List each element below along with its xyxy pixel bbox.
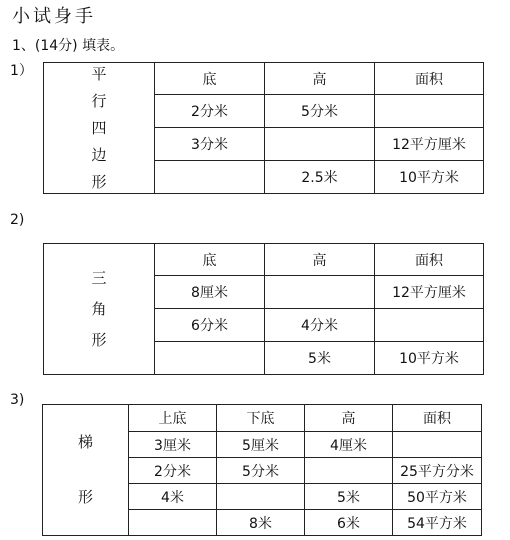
shape-name-char: 平	[91, 64, 107, 83]
page-title: 小试身手	[12, 6, 96, 27]
table-cell[interactable]: 2.5米	[265, 161, 375, 194]
column-header: 高	[305, 405, 393, 432]
table-cell[interactable]: 4米	[129, 484, 217, 510]
section-label-1: 1）	[10, 63, 33, 79]
table-cell[interactable]	[129, 510, 217, 536]
table-cell[interactable]: 5米	[305, 484, 393, 510]
table-cell[interactable]	[375, 309, 484, 342]
table-cell[interactable]: 2分米	[155, 95, 265, 128]
table-cell[interactable]: 5米	[265, 342, 375, 375]
column-header: 底	[155, 244, 265, 276]
trapezoid-table	[42, 404, 482, 536]
shape-name-char: 梯	[77, 433, 93, 451]
table-cell[interactable]: 6米	[305, 510, 393, 536]
column-header: 面积	[393, 405, 482, 432]
table-cell[interactable]: 6分米	[155, 309, 265, 342]
table-cell[interactable]	[265, 128, 375, 161]
column-header: 上底	[129, 405, 217, 432]
table-cell[interactable]: 54平方米	[393, 510, 482, 536]
column-header: 高	[265, 63, 375, 95]
table-cell[interactable]	[155, 342, 265, 375]
table-cell[interactable]: 12平方厘米	[375, 276, 484, 309]
table-cell[interactable]: 5分米	[217, 458, 305, 484]
table-cell[interactable]: 10平方米	[375, 342, 484, 375]
shape-name-char: 四	[91, 118, 107, 137]
table-cell[interactable]: 3分米	[155, 128, 265, 161]
table-cell[interactable]: 5分米	[265, 95, 375, 128]
table-cell[interactable]: 4分米	[265, 309, 375, 342]
table-cell[interactable]: 5厘米	[217, 432, 305, 458]
shape-name-char: 角	[91, 299, 107, 318]
shape-name-cell	[43, 405, 129, 536]
column-header: 面积	[375, 63, 484, 95]
table-cell[interactable]: 2分米	[129, 458, 217, 484]
column-header: 下底	[217, 405, 305, 432]
table-cell[interactable]: 8厘米	[155, 276, 265, 309]
shape-name-char: 形	[77, 488, 93, 506]
table-cell[interactable]	[305, 458, 393, 484]
shape-name	[44, 268, 154, 349]
shape-name	[44, 64, 154, 191]
table-cell[interactable]	[265, 276, 375, 309]
table-cell[interactable]: 8米	[217, 510, 305, 536]
column-header: 面积	[375, 244, 484, 276]
column-header: 底	[155, 63, 265, 95]
table-cell[interactable]	[375, 95, 484, 128]
shape-name-char: 形	[91, 172, 107, 191]
table-cell[interactable]: 4厘米	[305, 432, 393, 458]
table-cell[interactable]: 50平方米	[393, 484, 482, 510]
shape-name-char: 边	[91, 145, 107, 164]
table-cell[interactable]: 3厘米	[129, 432, 217, 458]
table-cell[interactable]: 12平方厘米	[375, 128, 484, 161]
table-cell[interactable]	[155, 161, 265, 194]
shape-name	[43, 435, 128, 505]
table-cell[interactable]	[217, 484, 305, 510]
parallelogram-table	[43, 62, 484, 194]
shape-name-cell	[44, 63, 155, 194]
shape-name-char: 行	[91, 91, 107, 110]
table-cell[interactable]: 25平方分米	[393, 458, 482, 484]
section-label-2: 2)	[10, 212, 25, 228]
question-intro: 1、(14分) 填表。	[12, 38, 125, 54]
shape-name-cell	[44, 244, 155, 375]
column-header: 高	[265, 244, 375, 276]
triangle-table	[43, 243, 484, 375]
table-cell[interactable]	[393, 432, 482, 458]
table-cell[interactable]: 10平方米	[375, 161, 484, 194]
section-label-3: 3)	[10, 392, 25, 408]
shape-name-char: 形	[91, 330, 107, 349]
shape-name-char: 三	[91, 268, 107, 287]
